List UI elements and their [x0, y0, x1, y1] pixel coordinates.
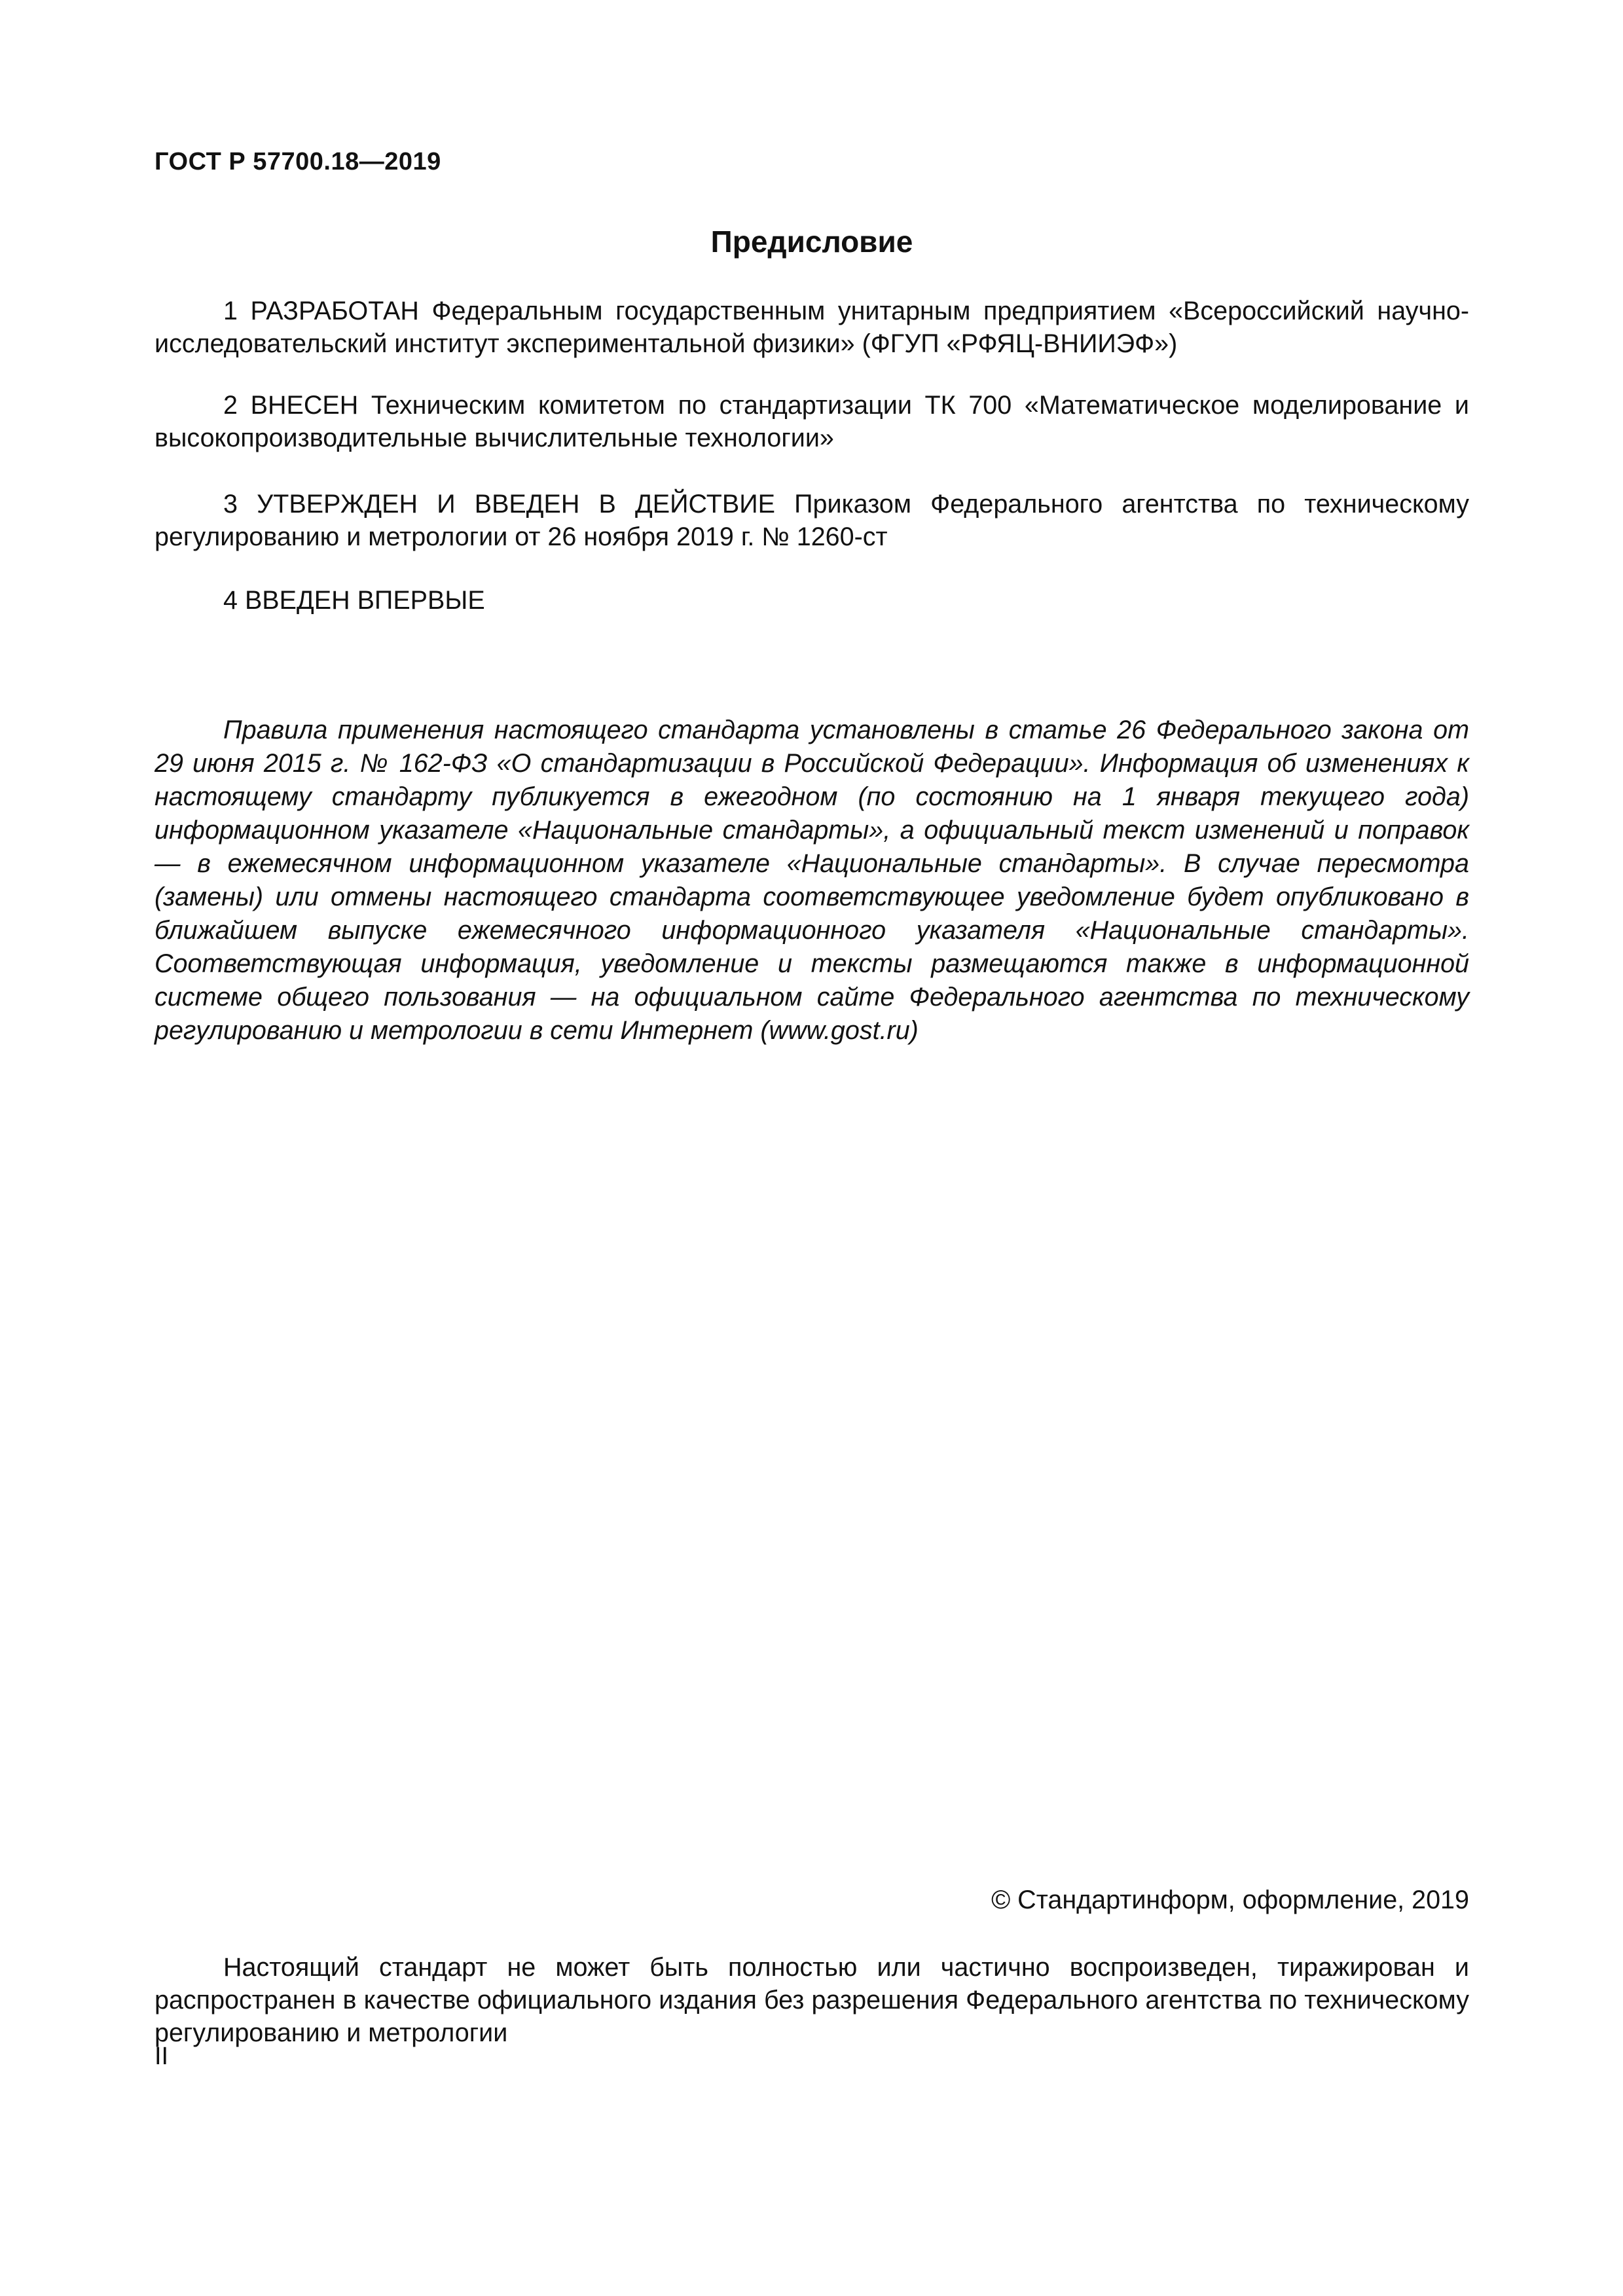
- reproduction-notice: Настоящий стандарт не может быть полностью или частично воспроизведен, тиражирован и распространен в качестве официального издания без разрешения Федерального агентства по техническому регулированию и метрологии: [155, 1953, 1469, 2047]
- page-title: Предисловие: [710, 225, 913, 259]
- foreword-item-developed: 1 РАЗРАБОТАН Федеральным государственным унитарным предприятием «Всероссийский научно-исследовательский институт экспериментальной физики» (ФГУП «РФЯЦ-ВНИИЭФ»): [155, 297, 1469, 358]
- copyright-line: © Стандартинформ, оформление, 2019: [991, 1886, 1469, 1914]
- application-rules-notice: Правила применения настоящего стандарта установлены в статье 26 Федерального закона от 29 июня 2015 г. № 162-ФЗ «О стандартизации в Российской Федерации». Информация об изменениях к настоящему стандарту публикуется в ежегодном (по состоянию на 1 января текущего года) информационном указателе «Национальные стандарты», а официальный текст изменений и поправок — в ежемесячном информационном указателе «Национальные стандарты». В случае пересмотра (замены) или отмены настоящего стандарта соответствующее уведомление будет опубликовано в ближайшем выпуске ежемесячного информационного указателя «Национальные стандарты». Соответствующая информация, уведомление и тексты размещаются также в информационной системе общего пользования — на официальном сайте Федерального агентства по техническому регулированию и метрологии в сети Интернет (www.gost.ru): [155, 716, 1469, 1045]
- foreword-item-first-introduced: 4 ВВЕДЕН ВПЕРВЫЕ: [223, 586, 485, 615]
- foreword-item-submitted: 2 ВНЕСЕН Техническим комитетом по стандартизации ТК 700 «Математическое моделирование и высокопроизводительные вычислительные технологии»: [155, 391, 1469, 452]
- page-number: II: [155, 2043, 169, 2070]
- foreword-item-approved: 3 УТВЕРЖДЕН И ВВЕДЕН В ДЕЙСТВИЕ Приказом Федерального агентства по техническому регулированию и метрологии от 26 ноября 2019 г. № 1260-ст: [155, 490, 1469, 551]
- document-code: ГОСТ Р 57700.18—2019: [155, 148, 441, 175]
